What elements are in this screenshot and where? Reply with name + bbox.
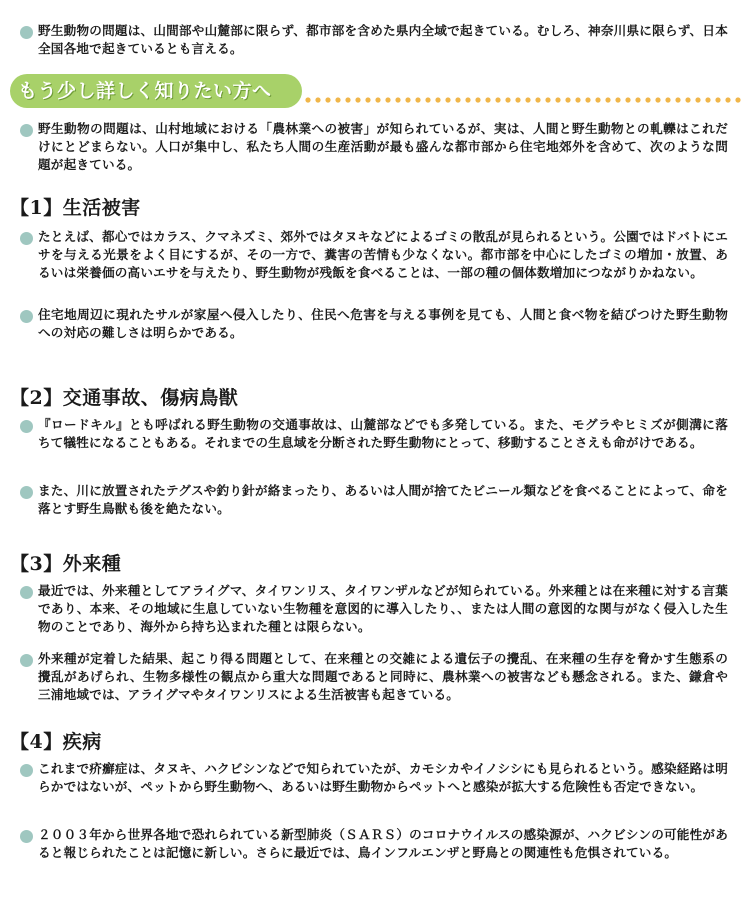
- dot-mark: [345, 97, 350, 102]
- section-heading-4: 【4】疾病: [10, 731, 102, 753]
- dot-mark: [315, 97, 320, 102]
- dot-mark: [605, 97, 610, 102]
- dot-mark: [515, 97, 520, 102]
- bullet-icon: [20, 486, 33, 499]
- dotted-line-decoration: [304, 96, 744, 104]
- dot-mark: [365, 97, 370, 102]
- bullet-icon: [20, 310, 33, 323]
- dot-mark: [565, 97, 570, 102]
- section-2-paragraph-1: 『ロードキル』とも呼ばれる野生動物の交通事故は、山麓部などでも多発している。また、モグラやヒミズが側溝に落ちて犠牲になることもある。それまでの生息域を分断された野生動物にとって、移動することさえも命がけである。: [38, 417, 728, 450]
- dot-mark: [665, 97, 670, 102]
- dot-mark: [455, 97, 460, 102]
- bullet-icon: [20, 764, 33, 777]
- dot-mark: [425, 97, 430, 102]
- dot-mark: [405, 97, 410, 102]
- dot-mark: [305, 97, 310, 102]
- dot-mark: [525, 97, 530, 102]
- dot-mark: [645, 97, 650, 102]
- dot-mark: [505, 97, 510, 102]
- section-heading-2: 【2】交通事故、傷病鳥獣: [10, 387, 239, 409]
- dot-mark: [415, 97, 420, 102]
- dot-mark: [615, 97, 620, 102]
- bullet-icon: [20, 420, 33, 433]
- dot-mark: [355, 97, 360, 102]
- dot-mark: [435, 97, 440, 102]
- dot-mark: [385, 97, 390, 102]
- dot-mark: [445, 97, 450, 102]
- dot-mark: [725, 97, 730, 102]
- bullet-icon: [20, 124, 33, 137]
- bullet-icon: [20, 586, 33, 599]
- dot-mark: [705, 97, 710, 102]
- section-heading-1: 【1】生活被害: [10, 197, 141, 219]
- dot-mark: [545, 97, 550, 102]
- dot-mark: [625, 97, 630, 102]
- dot-mark: [375, 97, 380, 102]
- bullet-icon: [20, 232, 33, 245]
- dot-mark: [555, 97, 560, 102]
- section-2-paragraph-2: また、川に放置されたテグスや釣り針が絡まったり、あるいは人間が捨てたビニール類などを食べることによって、命を落とす野生鳥獣も後を絶たない。: [38, 483, 728, 516]
- section-4-paragraph-1: これまで疥癬症は、タヌキ、ハクビシンなどで知られていたが、カモシカやイノシシにも見られるという。感染経路は明らかではないが、ペットから野生動物へ、あるいは野生動物からペットへと感染が拡大する危険性も否定できない。: [38, 761, 728, 794]
- dot-mark: [575, 97, 580, 102]
- dot-mark: [715, 97, 720, 102]
- section-1-paragraph-2: 住宅地周辺に現れたサルが家屋へ侵入したり、住民へ危害を与える事例を見ても、人間と食べ物を結びつけた野生動物への対応の難しさは明らかである。: [38, 307, 728, 340]
- bullet-icon: [20, 830, 33, 843]
- dot-mark: [465, 97, 470, 102]
- dot-mark: [695, 97, 700, 102]
- dot-mark: [335, 97, 340, 102]
- dot-mark: [675, 97, 680, 102]
- section-3-paragraph-1: 最近では、外来種としてアライグマ、タイワンリス、タイワンザルなどが知られている。外来種とは在来種に対する言葉であり、本来、その地域に生息していない生物種を意図的に導入したり、、または人間の意図的な関与がなく侵入した生物のことであり、海外から持ち込まれた種とは限らない。: [38, 583, 728, 634]
- section-4-paragraph-2: ２００３年から世界各地で恐れられている新型肺炎（ＳＡＲＳ）のコロナウイルスの感染源が、ハクビシンの可能性があると報じられたことは記憶に新しい。さらに最近では、鳥インフルエンザと野鳥との関連性も危惧されている。: [38, 827, 728, 860]
- dot-mark: [655, 97, 660, 102]
- dot-mark: [635, 97, 640, 102]
- intro-paragraph: 野生動物の問題は、山間部や山麓部に限らず、都市部を含めた県内全域で起きている。むしろ、神奈川県に限らず、日本全国各地で起きているとも言える。: [38, 23, 728, 56]
- dot-mark: [535, 97, 540, 102]
- section-1-paragraph-1: たとえば、都心ではカラス、クマネズミ、郊外ではタヌキなどによるゴミの散乱が見られるという。公園ではドバトにエサを与える光景をよく目にするが、その一方で、糞害の苦情も少なくない。都市部を中心にしたゴミの増加・放置、あるいは栄養価の高いエサを与えたり、野生動物が残飯を食べることは、一部の種の個体数増加につながりかねない。: [38, 229, 728, 280]
- dot-mark: [595, 97, 600, 102]
- bullet-icon: [20, 26, 33, 39]
- dot-mark: [685, 97, 690, 102]
- dot-mark: [395, 97, 400, 102]
- dot-mark: [495, 97, 500, 102]
- dot-mark: [475, 97, 480, 102]
- bullet-icon: [20, 654, 33, 667]
- section-heading-3: 【3】外来種: [10, 553, 122, 575]
- dot-mark: [325, 97, 330, 102]
- dot-mark: [485, 97, 490, 102]
- banner-title: もう少し詳しく知りたい方へ: [18, 80, 272, 102]
- section-3-paragraph-2: 外来種が定着した結果、起こり得る問題として、在来種との交雑による遺伝子の攪乱、在来種の生存を脅かす生態系の攪乱があげられ、生物多様性の観点から重大な問題であると同時に、農林業への被害なども懸念される。また、鎌倉や三浦地域では、アライグマやタイワンリスによる生活被害も起きている。: [38, 651, 728, 702]
- dot-mark: [585, 97, 590, 102]
- overview-paragraph: 野生動物の問題は、山村地域における「農林業への被害」が知られているが、実は、人間と野生動物との軋轢はこれだけにとどまらない。人口が集中し、私たち人間の生産活動が最も盛んな都市部から住宅地郊外を含めて、次のような問題が起きている。: [38, 121, 728, 172]
- dot-mark: [735, 97, 740, 102]
